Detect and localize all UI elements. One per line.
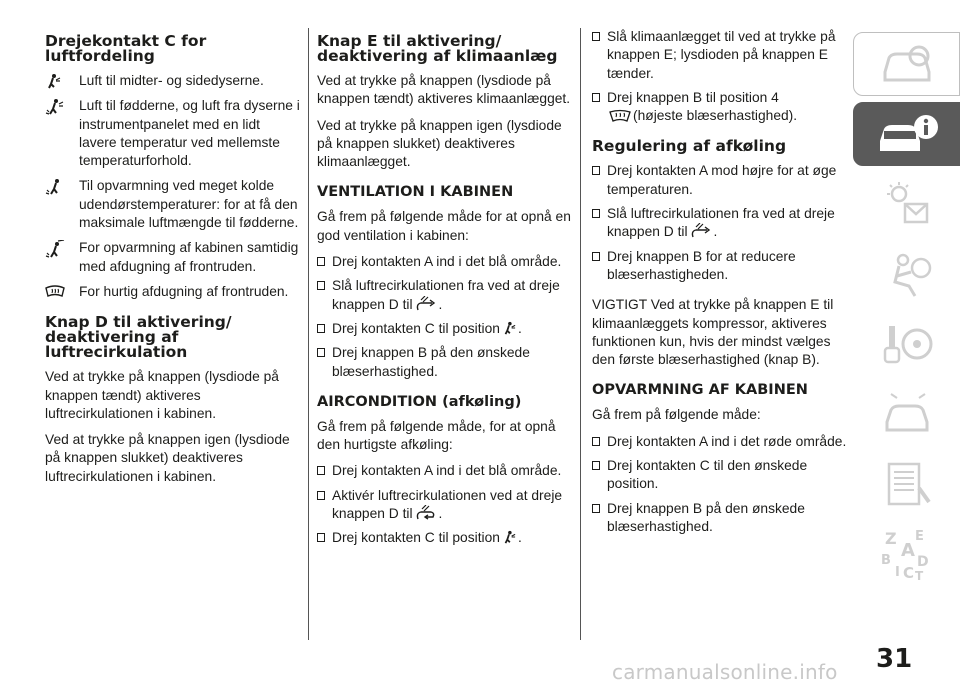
face-vent-icon [502, 320, 516, 336]
list-item [317, 487, 572, 524]
list-item [592, 28, 847, 83]
section-heading-cooling-regulation: Regulering af afkøling [592, 137, 787, 156]
list-item [317, 529, 572, 547]
page-number: 31 [876, 644, 913, 674]
face-vent-icon [502, 529, 516, 545]
svg-text:Z: Z [884, 529, 897, 548]
face-vent-icon [45, 73, 61, 89]
recirculation-icon [415, 505, 437, 521]
list-item [592, 205, 847, 242]
list-item-text: Drej kontakten C til den ønskede position. [607, 458, 808, 492]
section-heading-air-distribution: Drejekontakt C for luftfordeling [45, 32, 207, 65]
list-item-text: Drej kontakten A mod højre for at øge temperaturen. [607, 163, 837, 197]
paragraph: Gå frem på følgende måde, for at opnå den hurtigste afkøling: [317, 418, 556, 453]
air-distribution-text: Luft til midter- og sidedyserne. [79, 73, 264, 88]
punctuation: . [438, 296, 443, 312]
fan-speed-max-icon [609, 109, 631, 123]
checkbox-bullet-icon [317, 281, 325, 290]
tab-warning-lights[interactable] [853, 172, 960, 236]
air-distribution-item [45, 177, 300, 232]
checkbox-bullet-icon [592, 252, 600, 261]
list-item-text: Aktivér luftrecirkulationen ved at dreje knappen D til [332, 487, 563, 522]
checkbox-bullet-icon [592, 504, 600, 513]
list-item-text: Drej knappen B på den ønskede blæserhastighed. [332, 345, 530, 379]
checkbox-bullet-icon [317, 257, 325, 266]
list-item [317, 253, 572, 271]
checkbox-bullet-icon [317, 491, 325, 500]
list-item-text: Drej kontakten A ind i det blå område. [332, 254, 562, 270]
list-item-text: Slå luftrecirkulationen fra ved at dreje knappen D til [332, 278, 560, 312]
column-2 [317, 28, 572, 554]
checkbox-bullet-icon [592, 166, 600, 175]
list-item [592, 457, 847, 494]
list-item [317, 462, 572, 480]
column-3 [592, 28, 847, 542]
list-item-text: (højeste blæserhastighed). [633, 108, 798, 124]
air-distribution-text: For hurtig afdugning af frontruden. [79, 283, 289, 299]
checkbox-bullet-icon [592, 437, 600, 446]
list-item-text: Drej knappen B for at reducere blæserhastigheden. [607, 248, 796, 282]
svg-text:I: I [894, 565, 900, 580]
outside-air-icon [415, 296, 437, 312]
car-dashboard-icon [875, 42, 939, 86]
list-item-text: Drej knappen B på den ønskede blæserhastighed. [607, 500, 805, 534]
important-note: VIGTIGT Ved at trykke på knappen E til klimaanlæggets kompressor, aktiveres funktionen kun, hvis der mindst vælges den første blæserhastighed (knap B). [592, 297, 834, 368]
paragraph: Ved at trykke på knappen igen (lysdiode på knappen slukket) deaktiveres klimaanlægget. [317, 117, 562, 170]
car-tow-icon [875, 390, 939, 438]
air-distribution-text: For opvarmning af kabinen samtidig med afdugning af frontruden. [79, 240, 299, 274]
paragraph: Ved at trykke på knappen igen (lysdiode på knappen slukket) deaktiveres luftrecirkulationen i kabinen. [45, 432, 290, 484]
column-1 [45, 28, 300, 494]
list-item [592, 248, 847, 285]
svg-text:C: C [902, 564, 914, 582]
service-list-icon [875, 458, 939, 510]
checkbox-bullet-icon [317, 533, 325, 542]
list-item [317, 277, 572, 314]
chapter-tabs [853, 32, 960, 592]
svg-text:E: E [914, 529, 924, 544]
checkbox-bullet-icon [592, 93, 600, 102]
list-item [317, 320, 572, 338]
air-distribution-item [45, 283, 300, 301]
column-divider [580, 28, 581, 640]
checkbox-bullet-icon [592, 209, 600, 218]
section-heading-aircondition: AIRCONDITION (afkøling) [317, 393, 522, 410]
list-item [592, 433, 847, 451]
section-heading-ventilation: VENTILATION I KABINEN [317, 184, 514, 201]
checkbox-bullet-icon [317, 324, 325, 333]
tab-dashboard[interactable] [853, 32, 960, 96]
punctuation: . [438, 506, 443, 522]
list-item [592, 500, 847, 537]
face-feet-vent-icon [45, 98, 65, 116]
checkbox-bullet-icon [592, 32, 600, 41]
tab-maintenance[interactable] [853, 452, 960, 516]
section-heading-heating: OPVARMNING AF KABINEN [592, 382, 808, 399]
tab-index[interactable] [853, 522, 960, 586]
outside-air-icon [690, 223, 712, 239]
paragraph: Ved at trykke på knappen (lysdiode på knappen tændt) aktiveres klimaanlægget. [317, 73, 571, 107]
tab-safety[interactable] [853, 242, 960, 306]
tab-knowing-car[interactable] [853, 102, 960, 166]
list-item [317, 344, 572, 381]
tab-starting-driving[interactable] [853, 312, 960, 376]
section-heading-ac-button: Knap E til aktivering/ deaktivering af klimaanlæg [317, 32, 558, 65]
car-info-icon [872, 111, 942, 157]
feet-defrost-vent-icon [45, 240, 65, 258]
list-item-text: Slå luftrecirkulationen fra ved at dreje knappen D til [607, 206, 835, 240]
checkbox-bullet-icon [317, 466, 325, 475]
checkbox-bullet-icon [592, 461, 600, 470]
punctuation: . [713, 224, 718, 240]
section-heading-recirculation: Knap D til aktivering/ deaktivering af luftrecirkulation [45, 313, 232, 362]
svg-text:T: T [914, 569, 923, 582]
light-warning-icon [875, 180, 939, 228]
svg-text:A: A [900, 540, 915, 561]
list-item-text: Drej knappen B til position 4 [607, 89, 779, 105]
list-item [592, 89, 847, 126]
svg-text:B: B [880, 553, 891, 568]
list-item-text: Drej kontakten C til position [332, 320, 500, 336]
airbag-person-icon [875, 250, 939, 298]
punctuation: . [517, 320, 522, 336]
paragraph: Gå frem på følgende måde for at opnå en god ventilation i kabinen: [317, 209, 571, 243]
list-item [592, 162, 847, 199]
paragraph: Ved at trykke på knappen (lysdiode på knappen tændt) aktiveres luftrecirkulationen i kabinen. [45, 369, 279, 421]
svg-text:D: D [916, 554, 929, 570]
list-item-text: Slå klimaanlægget til ved at trykke på knappen E; lysdioden på knappen E tænder. [607, 29, 836, 81]
feet-vent-icon [45, 178, 65, 196]
air-distribution-text: Til opvarmning ved meget kolde udendørstemperaturer: for at få den maksimale luftmængde til fødderne. [79, 178, 299, 231]
watermark-text: carmanualsonline.info [612, 660, 838, 684]
paragraph: Gå frem på følgende måde: [592, 407, 761, 423]
checkbox-bullet-icon [317, 348, 325, 357]
air-distribution-item [45, 72, 300, 90]
air-distribution-item [45, 239, 300, 276]
tab-emergency[interactable] [853, 382, 960, 446]
key-steering-icon [875, 320, 939, 368]
air-distribution-item [45, 97, 300, 170]
list-item-text: Drej kontakten A ind i det blå område. [332, 463, 562, 479]
list-item-text: Drej kontakten C til position [332, 530, 500, 546]
list-item-text: Drej kontakten A ind i det røde område. [607, 433, 847, 449]
punctuation: . [517, 530, 522, 546]
alphabet-index-icon [875, 526, 939, 582]
air-distribution-text: Luft til fødderne, og luft fra dyserne i instrumentpanelet med en lidt lavere temperatur ved mellemste temperaturforhold. [79, 98, 300, 169]
column-divider [308, 28, 309, 640]
windscreen-defrost-icon [45, 284, 65, 298]
